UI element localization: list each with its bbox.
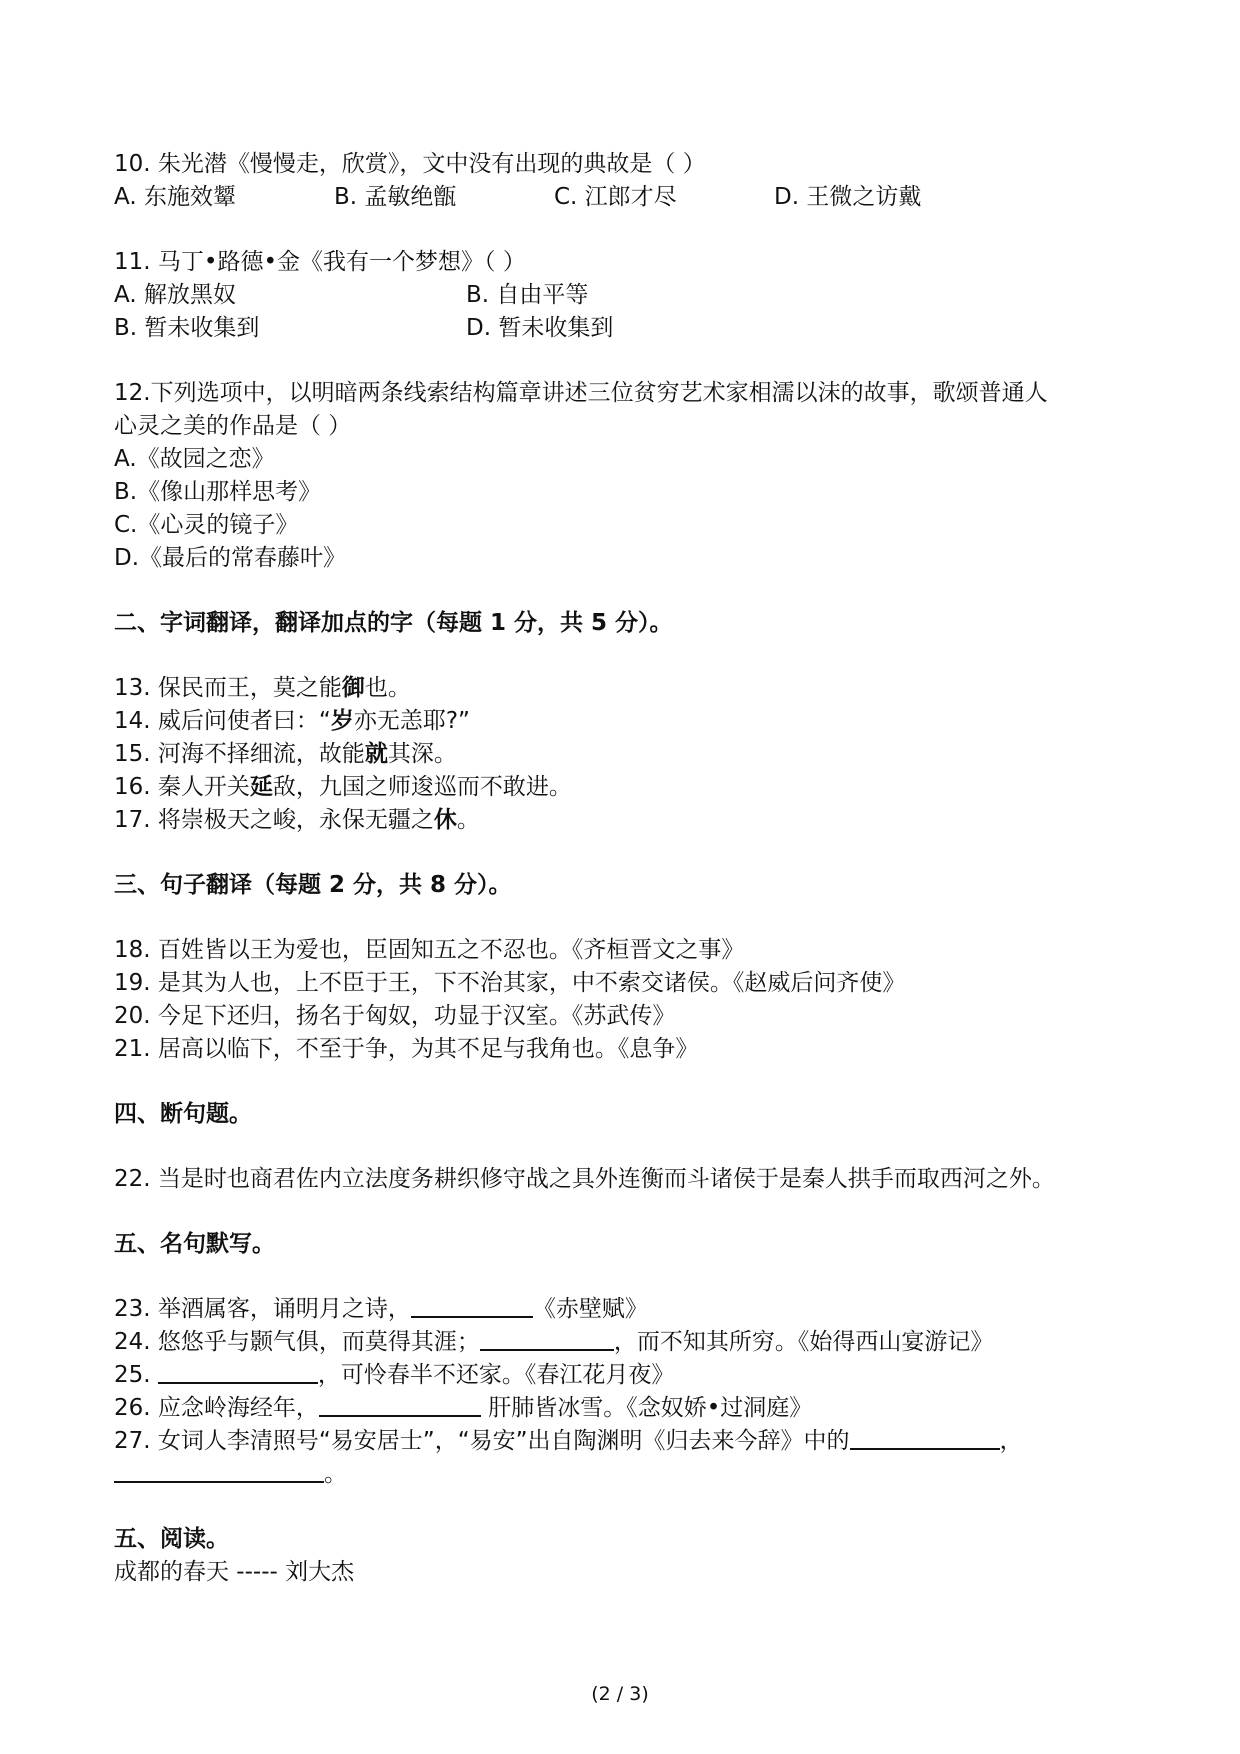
q27-answer-blank-2[interactable]: [114, 1459, 324, 1483]
q24-pre: 24. 悠悠乎与颢气俱，而莫得其涯；: [114, 1329, 480, 1355]
option-b2: B. 暂未收集到: [114, 315, 260, 341]
question-14: [114, 705, 1134, 738]
page-number: (2 / 3): [591, 1683, 649, 1705]
question-23: [114, 1293, 1134, 1326]
q23-post: 《赤壁赋》: [532, 1296, 648, 1322]
q27-mid: ，: [999, 1428, 1023, 1454]
q26-pre: 26. 应念岭海经年，: [114, 1395, 319, 1421]
option-b: B. 自由平等: [466, 282, 589, 308]
section-5-heading: 五、名句默写。: [114, 1231, 275, 1257]
question-12-stem-line1: 12.下列选项中，以明暗两条线索结构篇章讲述三位贫穷艺术家相濡以沫的故事，歌颂普通人: [114, 380, 1048, 406]
question-11-stem: 11. 马丁•路德•金《我有一个梦想》（ ）: [114, 249, 526, 275]
section-4-heading: 四、断句题。: [114, 1101, 252, 1127]
question-22: 22. 当是时也商君佐内立法度务耕织修守战之具外连衡而斗诸侯于是秦人拱手而取西河之外。: [114, 1166, 1055, 1192]
question-11-options-row2: [114, 312, 1134, 345]
question-24: [114, 1326, 1134, 1359]
section-2-heading: 二、字词翻译，翻译加点的字（每题 1 分，共 5 分）。: [114, 610, 673, 636]
q15-dotted-char: 就: [364, 741, 388, 767]
q23-pre: 23. 举酒属客，诵明月之诗，: [114, 1296, 411, 1322]
option-d: D. 暂未收集到: [466, 315, 614, 341]
question-15: [114, 738, 1134, 771]
option-d: D. 王微之访戴: [774, 184, 922, 210]
question-21: 21. 居高以临下，不至于争，为其不足与我角也。《息争》: [114, 1036, 699, 1062]
question-10-stem: 10. 朱光潜《慢慢走，欣赏》，文中没有出现的典故是（ ）: [114, 151, 706, 177]
question-25: [114, 1359, 1134, 1392]
section-3-heading: 三、句子翻译（每题 2 分，共 8 分）。: [114, 872, 512, 898]
q14-post: 亦无恙耶?”: [353, 708, 470, 734]
question-27-line2: [114, 1458, 1134, 1491]
q25-pre: 25.: [114, 1362, 158, 1388]
option-a: A. 东施效颦: [114, 184, 236, 210]
q25-post: ，可怜春半不还家。《春江花月夜》: [317, 1362, 675, 1388]
reading-title: 成都的春天 ----- 刘大杰: [114, 1559, 355, 1585]
q25-answer-blank[interactable]: [158, 1360, 318, 1384]
q14-pre: 14. 威后问使者曰：“: [114, 708, 331, 734]
q16-dotted-char: 延: [249, 774, 273, 800]
q15-pre: 15. 河海不择细流，故能: [114, 741, 365, 767]
q24-answer-blank[interactable]: [480, 1327, 614, 1351]
question-12-option-b: B.《像山那样思考》: [114, 479, 322, 505]
question-10-options: [114, 181, 1134, 214]
q23-answer-blank[interactable]: [411, 1294, 533, 1318]
question-12-stem-line2: 心灵之美的作品是（ ）: [114, 413, 352, 439]
question-12-option-d: D.《最后的常春藤叶》: [114, 545, 347, 571]
question-12-option-c: C.《心灵的镜子》: [114, 512, 299, 538]
option-b: B. 孟敏绝甑: [334, 184, 457, 210]
question-12-option-a: A.《故园之恋》: [114, 446, 275, 472]
exam-page: [114, 148, 1134, 1589]
q24-post: ，而不知其所穷。《始得西山宴游记》: [613, 1329, 994, 1355]
q16-post: 敌，九国之师逡巡而不敢进。: [272, 774, 572, 800]
option-a: A. 解放黑奴: [114, 282, 236, 308]
q16-pre: 16. 秦人开关: [114, 774, 250, 800]
q26-post: 肝肺皆冰雪。《念奴娇•过洞庭》: [480, 1395, 813, 1421]
question-13: [114, 672, 1134, 705]
question-27-line1: [114, 1425, 1134, 1458]
q26-answer-blank[interactable]: [319, 1393, 481, 1417]
q15-post: 其深。: [387, 741, 457, 767]
question-26: [114, 1392, 1134, 1425]
q17-pre: 17. 将崇极天之峻，永保无疆之: [114, 807, 434, 833]
q14-dotted-char: 岁: [330, 708, 354, 734]
option-c: C. 江郎才尽: [554, 184, 677, 210]
q27-pre: 27. 女词人李清照号“易安居士”，“易安”出自陶渊明《归去来今辞》中的: [114, 1428, 850, 1454]
question-18: 18. 百姓皆以王为爱也，臣固知五之不忍也。《齐桓晋文之事》: [114, 937, 745, 963]
q13-pre: 13. 保民而王，莫之能: [114, 675, 342, 701]
question-17: [114, 804, 1134, 837]
q13-post: 也。: [364, 675, 411, 701]
question-16: [114, 771, 1134, 804]
q27-post: 。: [324, 1461, 347, 1487]
q17-dotted-char: 休: [433, 807, 457, 833]
q27-answer-blank-1[interactable]: [850, 1426, 1000, 1450]
q13-dotted-char: 御: [341, 675, 365, 701]
question-11-options-row1: [114, 279, 1134, 312]
question-19: 19. 是其为人也，上不臣于王，下不治其家，中不索交诸侯。《赵威后问齐使》: [114, 970, 906, 996]
question-20: 20. 今足下还归，扬名于匈奴，功显于汉室。《苏武传》: [114, 1003, 676, 1029]
q17-post: 。: [456, 807, 480, 833]
section-reading-heading: 五、阅读。: [114, 1526, 229, 1552]
